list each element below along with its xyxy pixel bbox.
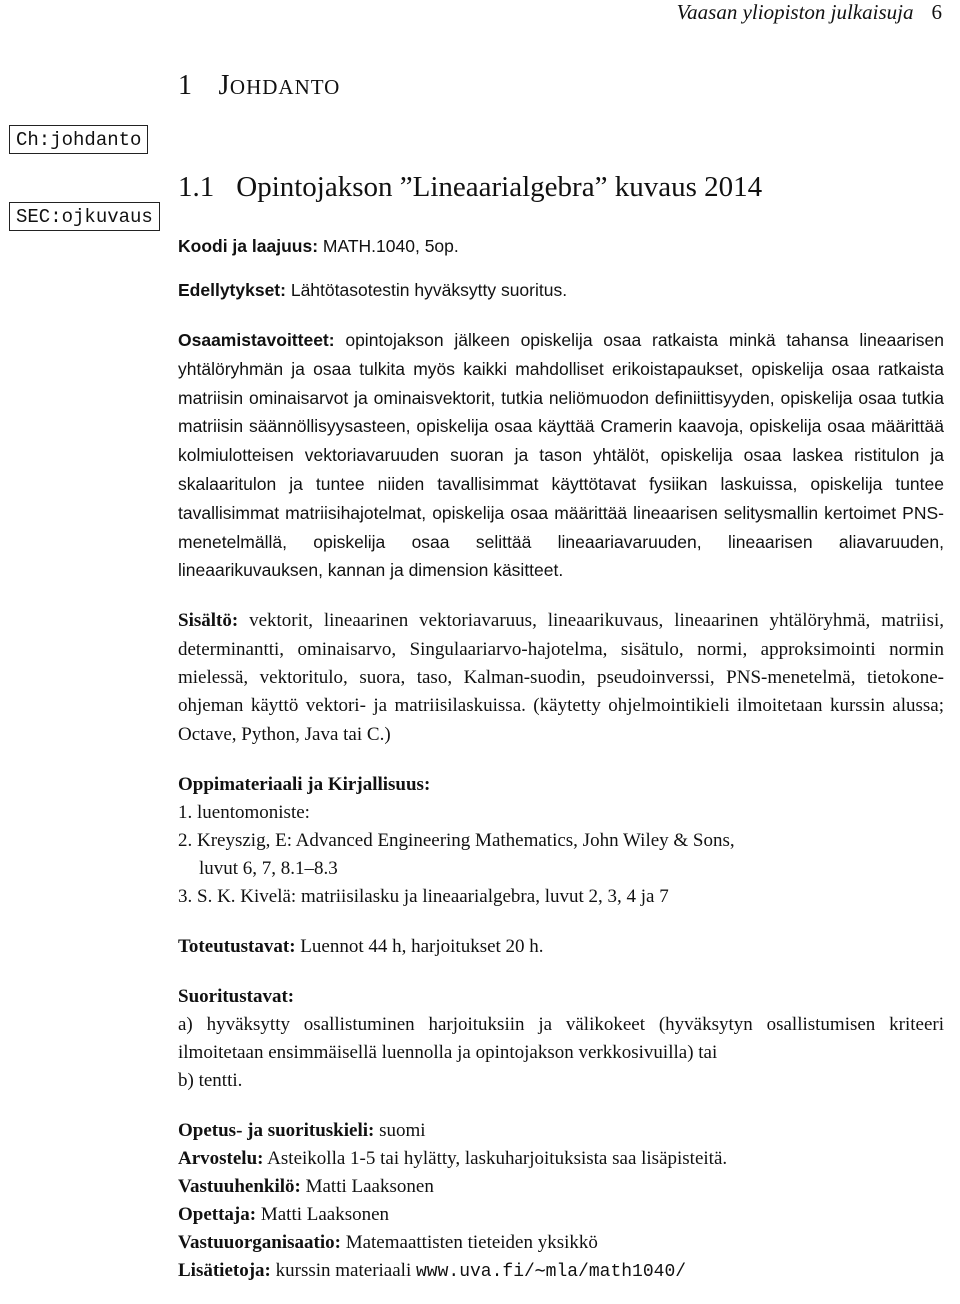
code-line (178, 232, 944, 260)
materials-item: luvut 6, 7, 8.1–8.3 (199, 858, 338, 880)
organization-line (178, 1229, 944, 1257)
section-heading (178, 171, 762, 204)
chapter-title-rest: OHDANTO (229, 75, 341, 99)
course-description (178, 232, 944, 1286)
prerequisites-value: Lähtötasotestin hyväksytty suoritus. (285, 280, 568, 300)
teacher-label: Opettaja: (178, 1204, 257, 1226)
grading-line (178, 1145, 944, 1173)
chapter-heading (178, 70, 340, 102)
completion-option-b: b) tentti. (178, 1070, 243, 1092)
responsible-value: Matti Laaksonen (300, 1176, 434, 1198)
section-margin-label: SEC:ojkuvaus (9, 202, 160, 231)
organization-value: Matemaattisten tieteiden yksikkö (340, 1232, 598, 1254)
course-url-link[interactable]: www.uva.fi/∼mla/math1040/ (415, 1262, 687, 1283)
organization-label: Vastuuorganisaatio: (178, 1232, 341, 1254)
completion-label: Suoritustavat: (178, 986, 295, 1008)
implementation-label: Toteutustavat: (178, 936, 296, 958)
language-line (178, 1117, 944, 1145)
objectives-text: opintojakson jälkeen opiskelija osaa ratkaista minkä tahansa lineaarisen yhtälöryhmän ja osaa tulkita myös kaikki mahdolliset erikoistapaukset, opiskelija osaa ratkaista matriisin ominaisarvot ja ominaisvektorit, tutkia neliömuodon definiittisyyden, opiskelija osaa tutkia matriisin säännöllisyysasteen, opiskelija osaa käyttää Cramerin kaavoja, opiskelija osaa määrittää kolmiulotteisen vektoriavaruuden suoran ja tason yhtälöt, opiskelija osaa laskea ristitulon ja skalaaritulon ja tuntee niiden tavallisimmat käyttötavat fysiikan laskuissa, opiskelija tuntee tavallisimmat matriisihajotelmat, opiskelija osaa määrittää lineaarisen selitysmallin kertoimet PNS-menetelmällä, opiskelija osaa selittää lineaariavaruuden, lineaarisen aliavaruuden, lineaarikuvauksen, kannan ja dimension käsitteet. (178, 330, 944, 581)
running-header-title: Vaasan yliopiston julkaisuja (676, 0, 914, 24)
language-value: suomi (374, 1120, 426, 1142)
chapter-title-initial: J (218, 70, 230, 101)
implementation-line (178, 933, 944, 961)
info-block (178, 1117, 944, 1286)
contents-paragraph (178, 607, 944, 749)
teacher-line (178, 1201, 944, 1229)
language-label: Opetus- ja suorituskieli: (178, 1120, 375, 1142)
contents-text: vektorit, lineaarinen vektoriavaruus, lineaarikuvaus, lineaarinen yhtälöryhmä, matriisi, determinantti, ominaisarvo, Singulaariarvo-hajotelma, sisätulo, normi, approksimointi normin mielessä, vektoritulo, suora, taso, Kalman-suodin, pseudoinverssi, PNS-menetelmä, tietokone-ohjeman käyttö vektori- ja matriisilaskuissa. (käytetty ohjelmointikieli ilmoitetaan kurssin alussa; Octave, Python, Java tai C.) (178, 610, 944, 745)
objectives-paragraph (178, 326, 944, 585)
contents-label: Sisältö: (178, 610, 239, 632)
materials-item: 3. S. K. Kivelä: matriisilasku ja lineaarialgebra, luvut 2, 3, 4 ja 7 (178, 886, 669, 908)
materials-block (178, 771, 944, 911)
responsible-line (178, 1173, 944, 1201)
section-number: 1.1 (178, 171, 215, 203)
code-label: Koodi ja laajuus: (178, 236, 319, 256)
teacher-value: Matti Laaksonen (256, 1204, 390, 1226)
grading-value: Asteikolla 1-5 tai hylätty, laskuharjoituksista saa lisäpisteitä. (263, 1148, 728, 1170)
section-title: Opintojakson ”Lineaarialgebra” kuvaus 2014 (236, 171, 763, 203)
objectives-label: Osaamistavoitteet: (178, 330, 335, 350)
running-header (677, 0, 942, 25)
implementation-value: Luennot 44 h, harjoitukset 20 h. (295, 936, 544, 958)
prerequisites-label: Edellytykset: (178, 280, 286, 300)
grading-label: Arvostelu: (178, 1148, 264, 1170)
completion-block (178, 983, 944, 1095)
chapter-margin-label: Ch:johdanto (9, 125, 148, 154)
prerequisites-line (178, 276, 944, 304)
code-value: MATH.1040, 5op. (318, 236, 459, 256)
materials-item: 1. luentomoniste: (178, 802, 310, 824)
materials-label: Oppimateriaali ja Kirjallisuus: (178, 774, 431, 796)
chapter-number: 1 (178, 70, 193, 101)
page-number: 6 (931, 0, 942, 24)
more-info-value: kurssin materiaali (270, 1260, 416, 1282)
materials-item: 2. Kreyszig, E: Advanced Engineering Mathematics, John Wiley & Sons, (178, 830, 735, 852)
more-info-label: Lisätietoja: (178, 1260, 271, 1282)
more-info-line (178, 1257, 944, 1286)
completion-option-a: a) hyväksytty osallistuminen harjoituksiin ja välikokeet (hyväksytyn osallistumisen kriteeri ilmoitetaan ensimmäisellä luennolla ja opintojakson verkkosivuilla) tai (178, 1014, 944, 1064)
responsible-label: Vastuuhenkilö: (178, 1176, 301, 1198)
